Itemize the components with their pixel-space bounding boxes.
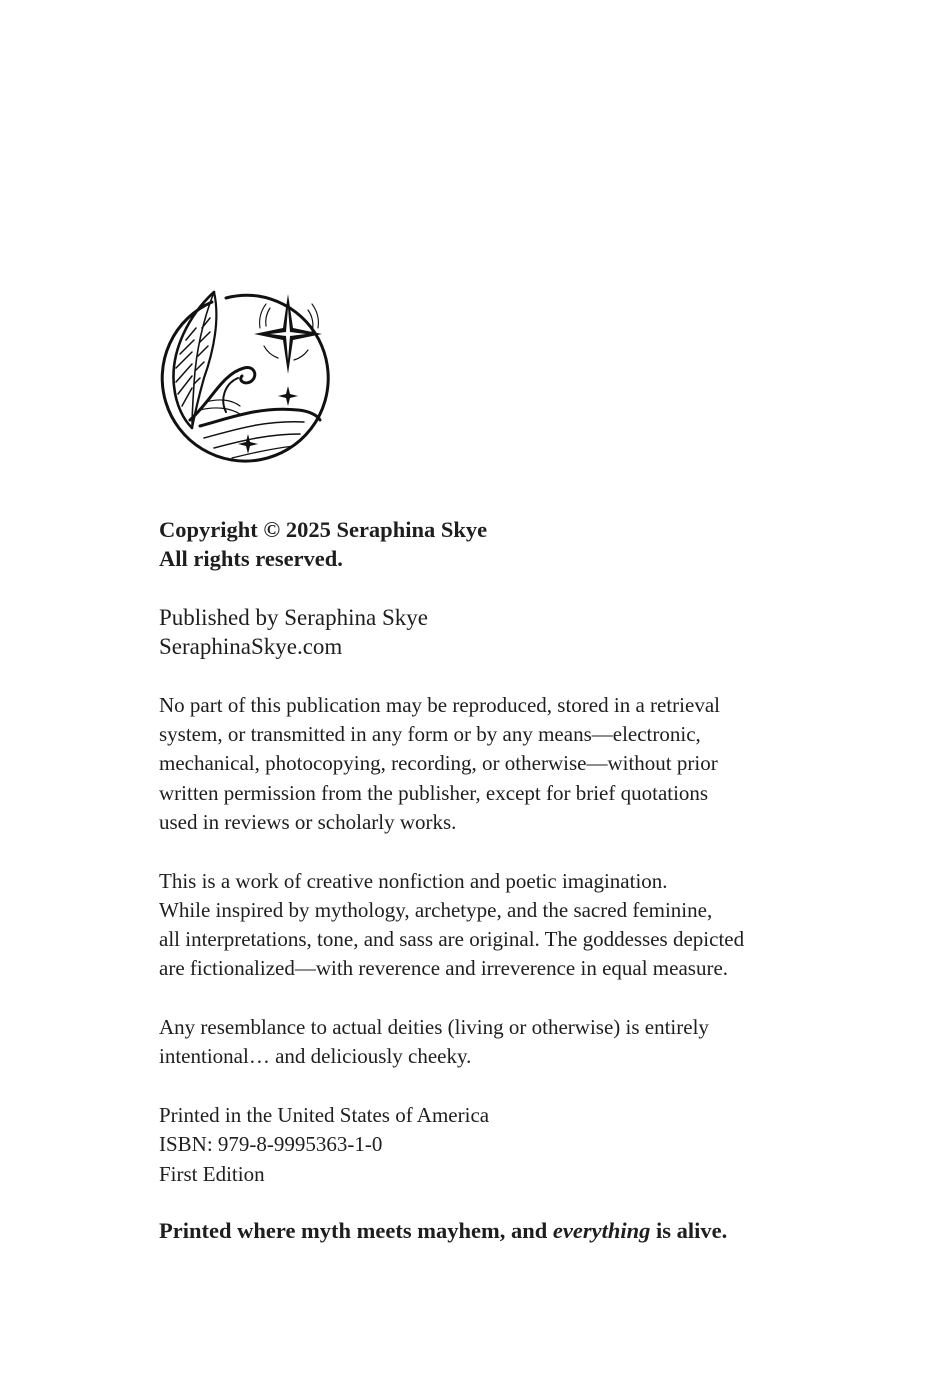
paragraph-line: This is a work of creative nonfiction and poetic imagination.: [159, 868, 668, 893]
printed-in-country: Printed in the United States of America: [159, 1102, 490, 1127]
paragraph-line: While inspired by mythology, archetype, and the sacred feminine,: [159, 897, 713, 922]
publisher-name: Published by Seraphina Skye: [159, 604, 428, 630]
rights-notice-paragraph: [159, 691, 799, 837]
paragraph-line: are fictionalized—with reverence and irreverence in equal measure.: [159, 956, 729, 981]
disclaimer-paragraph: [159, 867, 799, 984]
edition-statement: First Edition: [159, 1161, 265, 1186]
paragraph-line: Any resemblance to actual deities (living or otherwise) is entirely: [159, 1015, 709, 1040]
resemblance-paragraph: [159, 1013, 799, 1072]
copyright-page-text: [159, 515, 799, 1245]
paragraph-line: written permission from the publisher, except for brief quotations: [159, 780, 709, 805]
publisher-emblem-logo: [160, 288, 336, 468]
closing-tagline: [159, 1216, 799, 1245]
paragraph-line: No part of this publication may be reproduced, stored in a retrieval: [159, 692, 720, 717]
publisher-website: SeraphinaSkye.com: [159, 634, 343, 660]
rights-reserved: All rights reserved.: [159, 546, 343, 572]
emblem-artwork: [160, 288, 336, 468]
paragraph-line: system, or transmitted in any form or by any means—electronic,: [159, 722, 701, 747]
tagline-text-start: Printed where myth meets mayhem, and: [159, 1218, 553, 1244]
paragraph-line: used in reviews or scholarly works.: [159, 809, 457, 834]
copyright-block: [159, 515, 799, 574]
paragraph-line: all interpretations, tone, and sass are original. The goddesses depicted: [159, 927, 745, 952]
paragraph-line: mechanical, photocopying, recording, or otherwise—without prior: [159, 751, 718, 776]
tagline-emphasis: everything: [552, 1218, 651, 1244]
isbn-number: ISBN: 979-8-9995363-1-0: [159, 1132, 383, 1157]
printing-info-block: [159, 1101, 799, 1189]
publisher-block: [159, 603, 799, 662]
copyright-notice: Copyright © 2025 Seraphina Skye: [159, 517, 488, 542]
tagline-text-end: is alive.: [650, 1218, 728, 1244]
paragraph-line: intentional… and deliciously cheeky.: [159, 1044, 472, 1069]
